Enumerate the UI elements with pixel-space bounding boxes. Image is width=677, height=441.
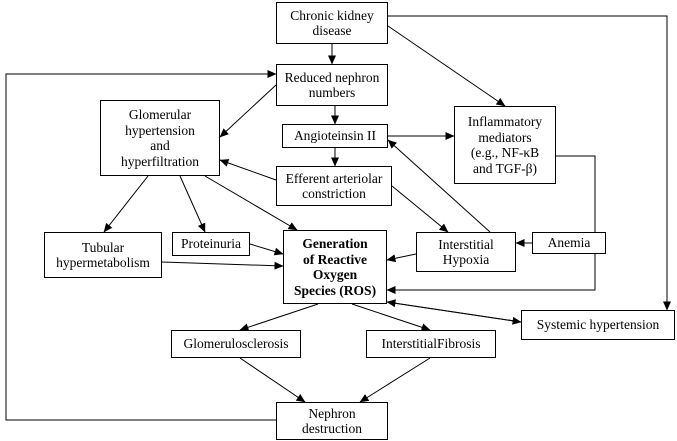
node-glomerulosclerosis: [171, 330, 301, 358]
node-anemia: [532, 232, 606, 254]
arrow-ckd-to-inflam: [388, 26, 505, 106]
node-label: Tubular hypermetabolism: [56, 239, 150, 270]
arrow-ros-to-fibrosis: [352, 304, 430, 330]
node-chronic-kidney-disease: [276, 2, 388, 44]
node-interstitial-fibrosis: [366, 330, 496, 358]
node-reactive-oxygen-species: [283, 230, 387, 304]
arrow-glomerulo-to-destruction: [240, 358, 305, 402]
node-label: Generation of Reactive Oxygen Species (ROS): [293, 236, 377, 298]
node-label: InterstitialFibrosis: [381, 336, 481, 352]
node-glomerular-hypertension: [100, 100, 220, 176]
arrow-hypoxia-to-ros: [387, 254, 416, 260]
node-tubular-hypermetabolism: [44, 232, 162, 278]
node-label: Glomerulosclerosis: [183, 336, 289, 352]
node-angiotensin-ii: [282, 124, 388, 148]
node-interstitial-hypoxia: [416, 232, 516, 272]
arrow-ros-to-glomerulo: [240, 304, 318, 330]
node-label: Systemic hypertension: [536, 317, 660, 333]
arrow-glom-htn-to-tubular: [104, 176, 148, 232]
node-reduced-nephron-numbers: [276, 64, 388, 106]
arrow-systemic-to-ros: [387, 302, 521, 322]
node-label: Nephron destruction: [302, 405, 362, 436]
node-label: Anemia: [547, 235, 591, 251]
node-label: Proteinuria: [181, 236, 241, 252]
arrow-tubular-to-ros: [162, 262, 283, 266]
arrow-efferent-to-hypoxia: [392, 186, 448, 232]
node-label: Angioteinsin II: [293, 128, 377, 144]
node-inflammatory-mediators: [454, 106, 556, 184]
node-label: Inflammatory mediators (e.g., NF-κB and TGF-β): [467, 114, 543, 176]
arrow-proteinuria-to-ros: [250, 244, 283, 254]
node-label: Efferent arteriolar constriction: [285, 170, 383, 201]
arrow-reduced-to-glom-htn: [220, 85, 276, 137]
node-label: Reduced nephron numbers: [284, 69, 380, 100]
node-proteinuria: [172, 232, 250, 256]
node-systemic-hypertension: [521, 310, 675, 340]
arrow-fibrosis-to-destruction: [360, 358, 430, 402]
arrow-glom-htn-to-proteinuria: [180, 176, 205, 232]
node-label: Interstitial Hypoxia: [438, 236, 494, 267]
node-label: Chronic kidney disease: [290, 7, 374, 38]
node-nephron-destruction: [276, 402, 388, 440]
arrow-efferent-to-glom-htn: [220, 160, 276, 180]
node-label: Glomerular hypertension and hyperfiltration: [121, 107, 199, 169]
node-efferent-arteriolar-constriction: [276, 166, 392, 206]
